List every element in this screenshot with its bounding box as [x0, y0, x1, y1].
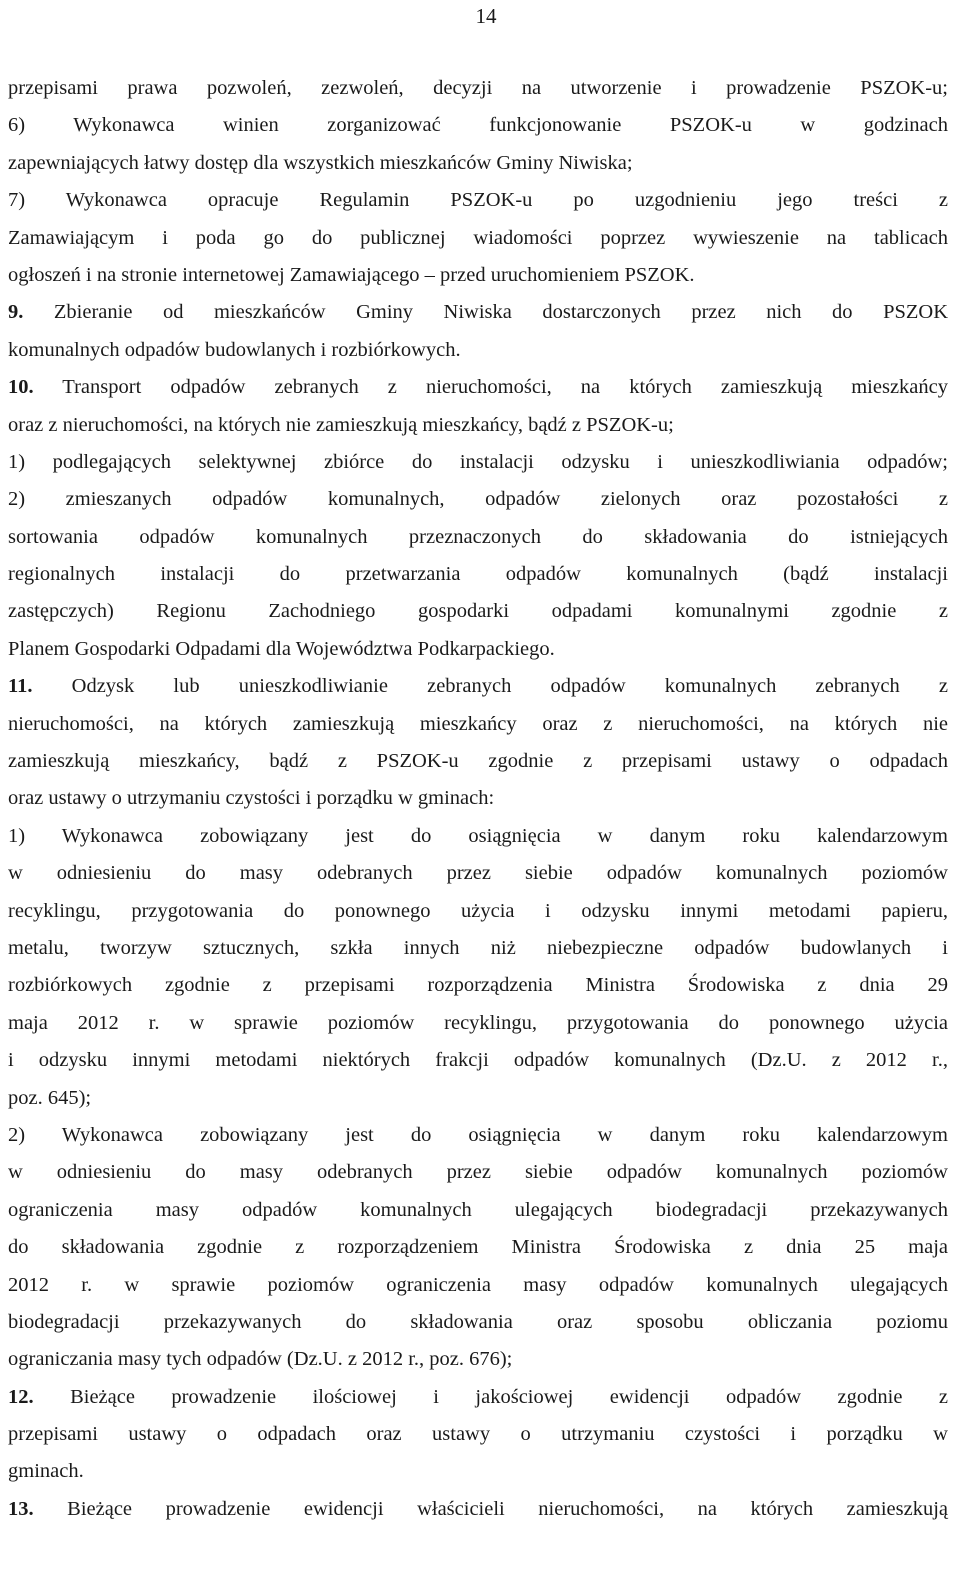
text-line: [8, 1117, 948, 1154]
line-text: maja 2012 r. w sprawie poziomów recyklingu, przygotowania do ponownego użycia: [8, 1011, 948, 1034]
text-line: [8, 1080, 948, 1117]
section-heading-line: [8, 1379, 948, 1416]
line-text: 2) zmieszanych odpadów komunalnych, odpadów zielonych oraz pozostałości z: [8, 488, 948, 511]
text-line: [8, 967, 948, 1004]
text-line: [8, 631, 948, 668]
line-text: Zamawiającym i poda go do publicznej wiadomości poprzez wywieszenie na tablicach: [8, 226, 948, 249]
section-number: 10.: [8, 376, 34, 399]
text-line: [8, 182, 948, 219]
line-text: 1) Wykonawca zobowiązany jest do osiągnięcia w danym roku kalendarzowym: [8, 824, 948, 847]
line-text: Bieżące prowadzenie ewidencji właścicieli nieruchomości, na których zamieszkują: [33, 1497, 948, 1520]
section-number: 9.: [8, 301, 24, 324]
text-line: [8, 1192, 948, 1229]
section-number: 12.: [8, 1385, 34, 1408]
line-text: 1) podlegających selektywnej zbiórce do instalacji odzysku i unieszkodliwiania odpadów;: [8, 450, 948, 473]
line-text: metalu, tworzyw sztucznych, szkła innych niż niebezpieczne odpadów budowlanych i: [8, 936, 948, 959]
text-line: [8, 1304, 948, 1341]
line-text: rozbiórkowych zgodnie z przepisami rozporządzenia Ministra Środowiska z dnia 29: [8, 974, 948, 997]
line-text: Odzysk lub unieszkodliwianie zebranych odpadów komunalnych zebranych z: [32, 675, 948, 698]
text-line: [8, 1229, 948, 1266]
section-heading-line: [8, 294, 948, 331]
line-text: Zbieranie od mieszkańców Gminy Niwiska dostarczonych przez nich do PSZOK: [23, 301, 948, 324]
text-line: [8, 519, 948, 556]
line-text: zamieszkują mieszkańcy, bądź z PSZOK-u zgodnie z przepisami ustawy o odpadach: [8, 750, 948, 773]
text-line: [8, 1267, 948, 1304]
line-text: w odniesieniu do masy odebranych przez siebie odpadów komunalnych poziomów: [8, 1161, 948, 1184]
line-text: 7) Wykonawca opracuje Regulamin PSZOK-u po uzgodnieniu jego treści z: [8, 189, 948, 212]
section-heading-line: [8, 1491, 948, 1528]
line-text: regionalnych instalacji do przetwarzania odpadów komunalnych (bądź instalacji: [8, 563, 948, 586]
text-line: [8, 70, 948, 107]
text-line: [8, 332, 948, 369]
line-text: ogłoszeń i na stronie internetowej Zamawiającego – przed uruchomieniem PSZOK.: [8, 263, 695, 286]
line-text: 2) Wykonawca zobowiązany jest do osiągnięcia w danym roku kalendarzowym: [8, 1123, 948, 1146]
line-text: Planem Gospodarki Odpadami dla Województwa Podkarpackiego.: [8, 637, 555, 660]
text-line: [8, 481, 948, 518]
line-text: komunalnych odpadów budowlanych i rozbiórkowych.: [8, 338, 461, 361]
text-line: [8, 444, 948, 481]
text-line: [8, 1341, 948, 1378]
line-text: poz. 645);: [8, 1086, 92, 1109]
section-heading-line: [8, 668, 948, 705]
line-text: recyklingu, przygotowania do ponownego użycia i odzysku innymi metodami papieru,: [8, 899, 948, 922]
line-text: w odniesieniu do masy odebranych przez siebie odpadów komunalnych poziomów: [8, 862, 948, 885]
line-text: sortowania odpadów komunalnych przeznaczonych do składowania do istniejących: [8, 525, 948, 548]
text-line: [8, 220, 948, 257]
text-line: [8, 743, 948, 780]
text-line: [8, 818, 948, 855]
text-line: [8, 556, 948, 593]
line-text: Bieżące prowadzenie ilościowej i jakościowej ewidencji odpadów zgodnie z: [33, 1385, 948, 1408]
line-text: ograniczenia masy odpadów komunalnych ulegających biodegradacji przekazywanych: [8, 1198, 948, 1221]
line-text: i odzysku innymi metodami niektórych frakcji odpadów komunalnych (Dz.U. z 2012 r.,: [8, 1049, 948, 1072]
page-number: 14: [475, 4, 497, 28]
line-text: nieruchomości, na których zamieszkują mieszkańcy oraz z nieruchomości, na których nie: [8, 712, 948, 735]
text-line: [8, 257, 948, 294]
line-text: przepisami ustawy o odpadach oraz ustawy o utrzymaniu czystości i porządku w: [8, 1423, 948, 1446]
line-text: przepisami prawa pozwoleń, zezwoleń, decyzji na utworzenie i prowadzenie PSZOK-u;: [8, 77, 948, 99]
text-line: [8, 1042, 948, 1079]
document-body: [8, 70, 948, 1528]
text-line: [8, 1005, 948, 1042]
line-text: oraz ustawy o utrzymaniu czystości i porządku w gminach:: [8, 787, 495, 810]
text-line: [8, 1416, 948, 1453]
line-text: zastępczych) Regionu Zachodniego gospodarki odpadami komunalnymi zgodnie z: [8, 600, 948, 623]
line-text: 2012 r. w sprawie poziomów ograniczenia masy odpadów komunalnych ulegających: [8, 1273, 948, 1296]
line-text: gminach.: [8, 1460, 84, 1483]
section-heading-line: [8, 369, 948, 406]
text-line: [8, 706, 948, 743]
line-text: zapewniających łatwy dostęp dla wszystkich mieszkańców Gminy Niwiska;: [8, 151, 633, 174]
line-text: 6) Wykonawca winien zorganizować funkcjonowanie PSZOK-u w godzinach: [8, 114, 948, 137]
text-line: [8, 780, 948, 817]
section-number: 13.: [8, 1497, 34, 1520]
text-line: [8, 1453, 948, 1490]
section-number: 11.: [8, 675, 33, 698]
text-line: [8, 407, 948, 444]
text-line: [8, 930, 948, 967]
line-text: do składowania zgodnie z rozporządzeniem Ministra Środowiska z dnia 25 maja: [8, 1236, 948, 1259]
line-text: Transport odpadów zebranych z nieruchomości, na których zamieszkują mieszkańcy: [33, 376, 948, 399]
text-line: [8, 893, 948, 930]
text-line: [8, 1154, 948, 1191]
text-line: [8, 107, 948, 144]
text-line: [8, 855, 948, 892]
line-text: oraz z nieruchomości, na których nie zamieszkują mieszkańcy, bądź z PSZOK-u;: [8, 413, 674, 436]
line-text: biodegradacji przekazywanych do składowania oraz sposobu obliczania poziomu: [8, 1310, 948, 1333]
text-line: [8, 593, 948, 630]
line-text: ograniczania masy tych odpadów (Dz.U. z 2012 r., poz. 676);: [8, 1348, 513, 1371]
text-line: [8, 145, 948, 182]
